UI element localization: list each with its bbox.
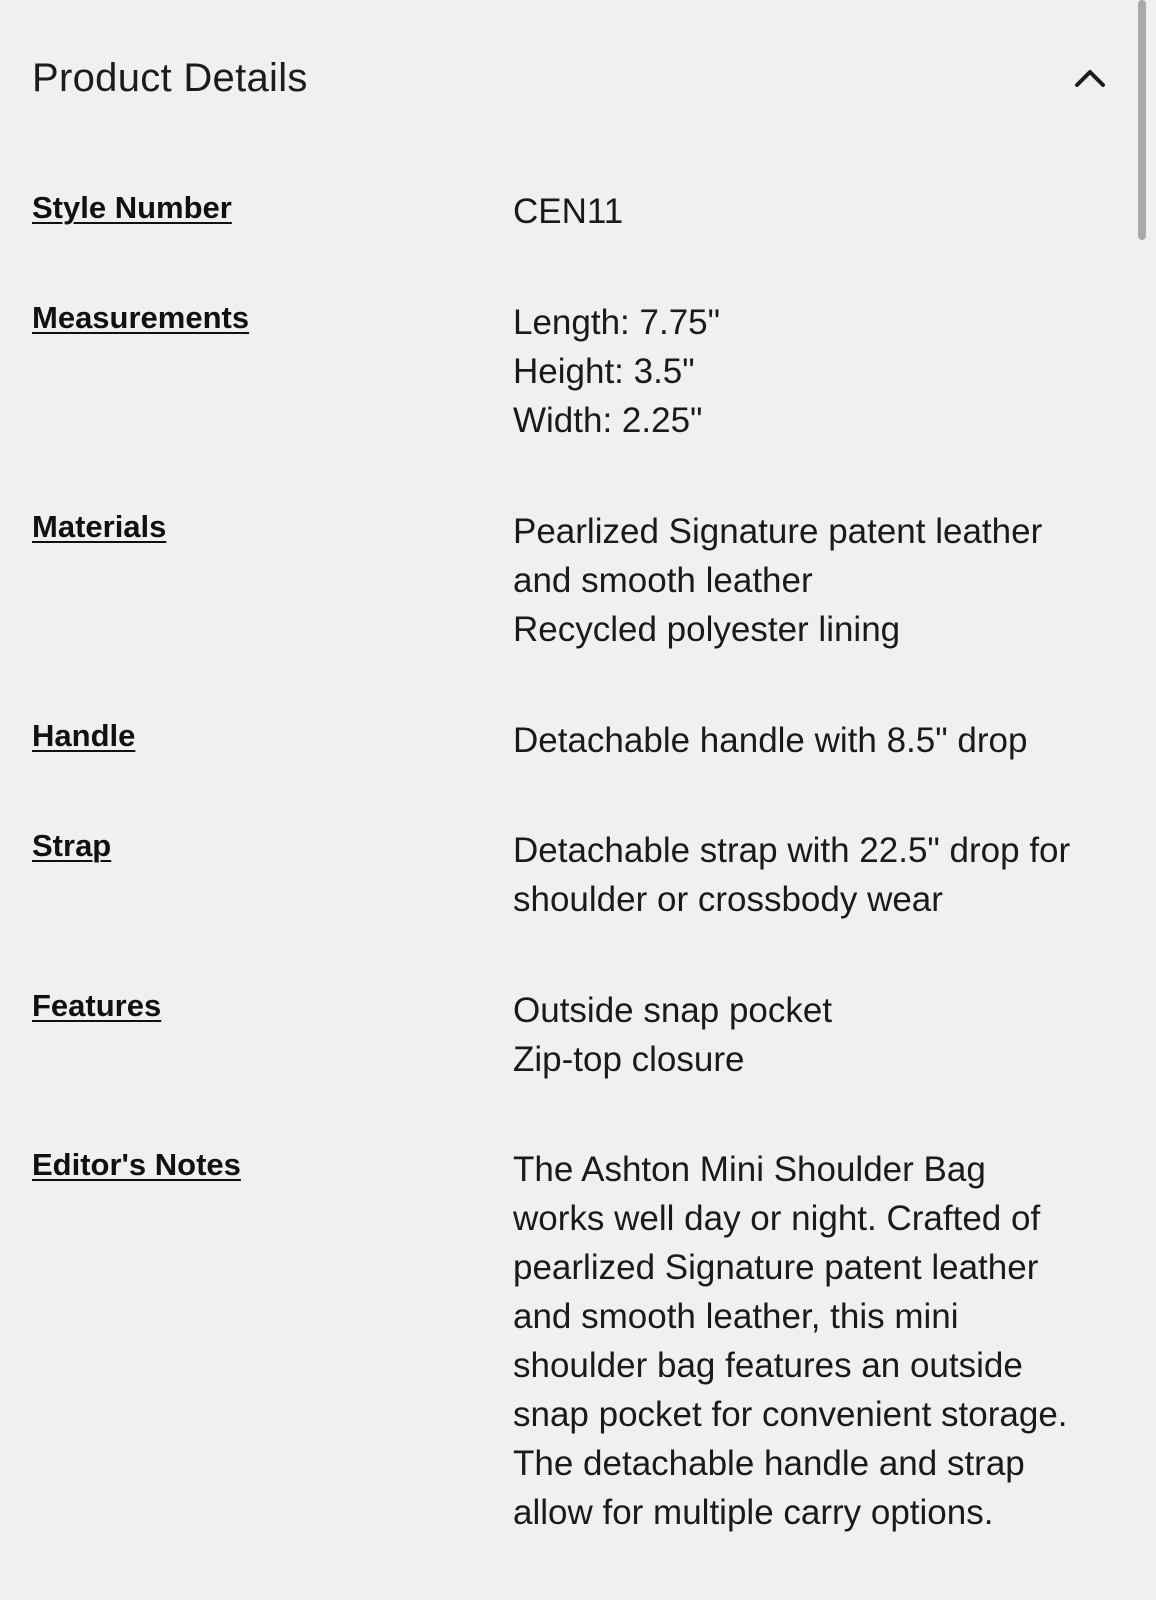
value-line: allow for multiple carry options. xyxy=(513,1493,994,1532)
label-style-number[interactable]: Style Number xyxy=(32,190,232,225)
value-measurements xyxy=(513,298,1123,445)
value-line: Detachable handle with 8.5" drop xyxy=(513,721,1028,760)
label-handle[interactable]: Handle xyxy=(32,718,136,753)
value-line: Length: 7.75" xyxy=(513,303,721,342)
label-strap[interactable]: Strap xyxy=(32,828,112,863)
scrollbar-thumb[interactable] xyxy=(1138,0,1146,240)
value-editors-notes xyxy=(513,1145,1123,1537)
value-strap xyxy=(513,826,1123,924)
label-editors-notes[interactable]: Editor's Notes xyxy=(32,1147,241,1182)
value-line: snap pocket for convenient storage. xyxy=(513,1395,1068,1434)
value-line: The detachable handle and strap xyxy=(513,1444,1025,1483)
value-line: Width: 2.25" xyxy=(513,401,703,440)
value-line: works well day or night. Crafted of xyxy=(513,1199,1041,1238)
value-line: The Ashton Mini Shoulder Bag xyxy=(513,1150,986,1189)
value-line: shoulder bag features an outside xyxy=(513,1346,1023,1385)
value-line: Recycled polyester lining xyxy=(513,610,901,649)
value-line: shoulder or crossbody wear xyxy=(513,880,943,919)
value-handle xyxy=(513,716,1123,765)
value-line: Outside snap pocket xyxy=(513,991,833,1030)
value-features xyxy=(513,986,1123,1084)
label-materials[interactable]: Materials xyxy=(32,509,167,544)
value-line: Detachable strap with 22.5" drop for xyxy=(513,831,1071,870)
value-style-number xyxy=(513,187,1123,236)
section-title: Product Details xyxy=(32,56,308,100)
value-line: CEN11 xyxy=(513,192,624,231)
product-details-header[interactable] xyxy=(32,48,1112,108)
label-features[interactable]: Features xyxy=(32,988,162,1023)
value-line: Height: 3.5" xyxy=(513,352,695,391)
value-line: Zip-top closure xyxy=(513,1040,745,1079)
chevron-up-icon xyxy=(1073,67,1107,89)
label-measurements[interactable]: Measurements xyxy=(32,300,250,335)
value-line: Pearlized Signature patent leather xyxy=(513,512,1043,551)
value-line: pearlized Signature patent leather xyxy=(513,1248,1039,1287)
value-line: and smooth leather xyxy=(513,561,813,600)
value-line: and smooth leather, this mini xyxy=(513,1297,959,1336)
collapse-button[interactable] xyxy=(1068,56,1112,100)
value-materials xyxy=(513,507,1123,654)
